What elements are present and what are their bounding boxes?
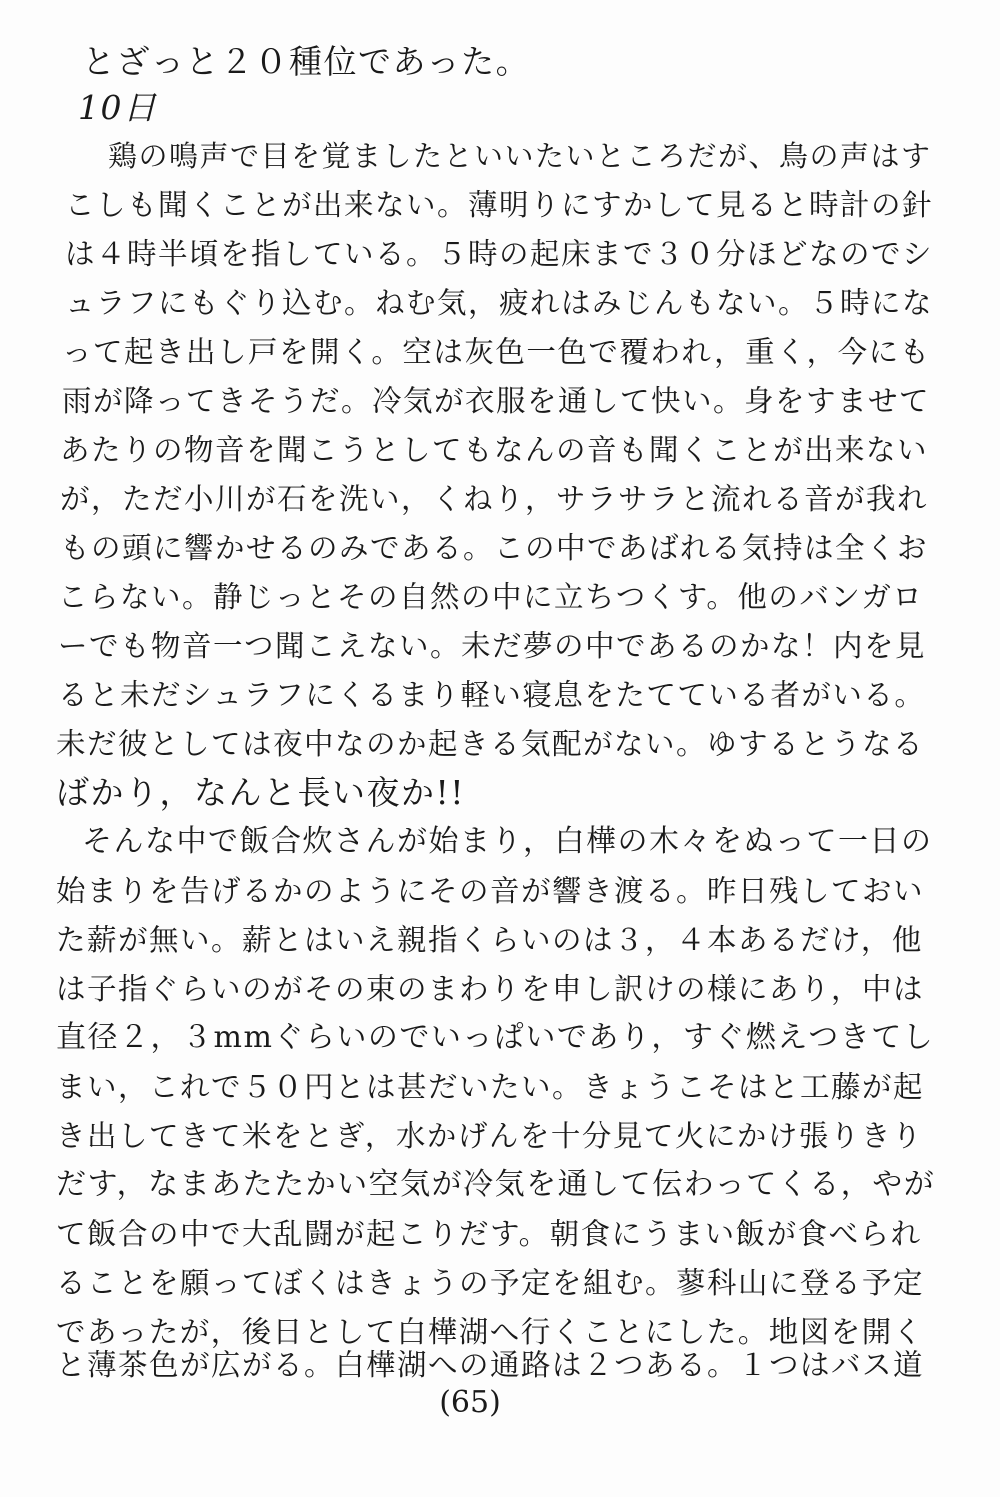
text-line: って起き出し戸を開く。空は灰色一色で覆われ，重く，今にも — [62, 335, 931, 369]
text-line: は４時半頃を指している。５時の起床まで３０分ほどなのでシ — [65, 237, 934, 271]
text-line: ュラフにもぐり込む。ねむ気，疲れはみじんもない。５時にな — [65, 286, 934, 320]
text-line: まい，これで５０円とは甚だいたい。きょうこそはと工藤が起 — [56, 1070, 925, 1104]
text-line: とざっと２０種位であった。 — [82, 42, 531, 81]
text-line: 鶏の鳴声で目を覚ましたといいたいところだが、鳥の声はす — [108, 139, 932, 173]
text-line: 雨が降ってきそうだ。冷気が衣服を通して快い。身をすませて — [62, 384, 931, 418]
text-line: 未だ彼としては夜中なのか起きる気配がない。ゆするとうなる — [56, 727, 925, 761]
text-line: 始まりを告げるかのようにその音が響き渡る。昨日残しておい — [56, 874, 925, 908]
text-line: は子指ぐらいのがその束のまわりを申し訳けの様にあり，中は — [56, 972, 925, 1006]
text-line: そんな中で飯合炊さんが始まり，白樺の木々をぬって一日の — [82, 824, 933, 859]
text-line: こしも聞くことが出来ない。薄明りにすかして見ると時計の針 — [65, 188, 934, 222]
text-line: あたりの物音を聞こうとしてもなんの音も聞くことが出来ない — [60, 433, 929, 467]
page-number: (65) — [439, 1385, 501, 1420]
text-line: き出してきて米をとぎ，水かげんを十分見て火にかけ張りきり — [56, 1119, 923, 1153]
text-line: ることを願ってぼくはきょうの予定を組む。蓼科山に登る予定 — [56, 1266, 925, 1300]
text-line: 直径２，３mmぐらいのでいっぱいであり，すぐ燃えつきてし — [56, 1020, 935, 1055]
text-line: ばかり，なんと長い夜か!! — [56, 773, 466, 812]
text-line: だす，なまあたたかい空気が冷気を通して伝わってくる，やが — [56, 1167, 936, 1202]
date-heading: 10日 — [78, 88, 158, 127]
text-line: であったが，後日として白樺湖へ行くことにした。地図を開く — [56, 1315, 924, 1349]
text-line: こらない。静じっとその自然の中に立ちつくす。他のバンガロ — [58, 580, 924, 614]
text-line: ると未だシュラフにくるまり軽い寝息をたてている者がいる。 — [58, 678, 926, 712]
text-line: て飯合の中で大乱闘が起こりだす。朝食にうまい飯が食べられ — [56, 1217, 922, 1251]
text-line: もの頭に響かせるのみである。この中であばれる気持は全くお — [60, 531, 929, 565]
text-line: が，ただ小川が石を洗い，くねり，サラサラと流れる音が我れ — [60, 482, 929, 516]
text-line: と薄茶色が広がる。白樺湖への通路は２つある。１つはバス道 — [56, 1348, 925, 1382]
text-line: た薪が無い。薪とはいえ親指くらいのは３，４本あるだけ，他 — [56, 923, 923, 957]
text-line: ーでも物音一つ聞こえない。未だ夢の中であるのかな！内を見 — [58, 629, 927, 663]
